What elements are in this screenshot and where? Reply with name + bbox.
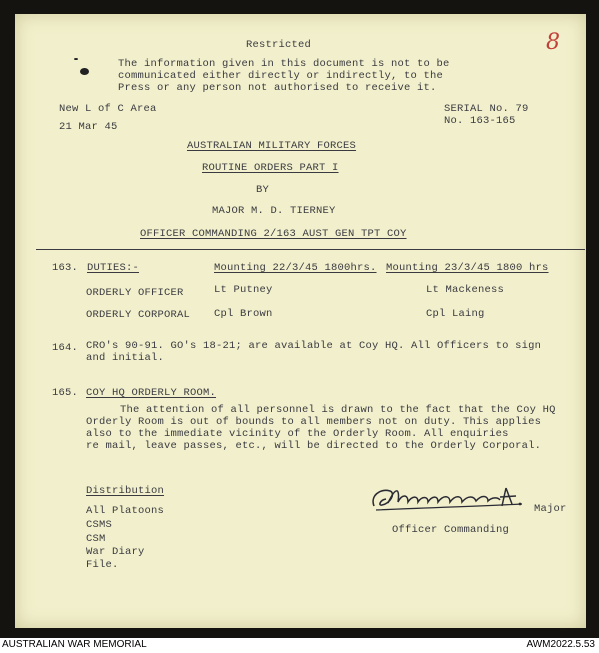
- signatory-title: Officer Commanding: [392, 524, 510, 536]
- notice-line-2: communicated either directly or indirectly, to the: [118, 70, 444, 82]
- duty-corporal-day1: Cpl Brown: [214, 308, 273, 320]
- item-165-heading: COY HQ ORDERLY ROOM.: [86, 387, 217, 399]
- issuing-area: New L of C Area: [59, 103, 157, 115]
- item-165-line-2: Orderly Room is out of bounds to all members not on duty. This applies: [86, 416, 542, 428]
- duty-col1-heading: Mounting 22/3/45 1800hrs.: [214, 262, 377, 274]
- title-officer-name: MAJOR M. D. TIERNEY: [212, 205, 336, 217]
- distribution-heading: Distribution: [86, 485, 165, 497]
- duty-label-officer: ORDERLY OFFICER: [86, 287, 184, 299]
- distribution-item: War Diary: [86, 546, 145, 558]
- item-165-line-3: also to the immediate vicinity of the Orderly Room. All enquiries: [86, 428, 509, 440]
- duty-col2-heading: Mounting 23/3/45 1800 hrs: [386, 262, 549, 274]
- item-165-line-4: re mail, leave passes, etc., will be directed to the Orderly Corporal.: [86, 440, 542, 452]
- duty-corporal-day2: Cpl Laing: [426, 308, 485, 320]
- distribution-item: CSMS: [86, 519, 113, 531]
- duty-officer-day1: Lt Putney: [214, 284, 273, 296]
- item-163-heading: DUTIES:-: [87, 262, 140, 274]
- handwritten-signature: [366, 482, 536, 516]
- item-164-number: 164.: [52, 342, 79, 354]
- distribution-item: File.: [86, 559, 119, 571]
- page-number-mark: 8: [546, 30, 560, 55]
- signatory-rank: Major: [534, 503, 567, 515]
- distribution-item: CSM: [86, 533, 106, 545]
- duty-officer-day2: Lt Mackeness: [426, 284, 505, 296]
- classification: Restricted: [246, 39, 312, 51]
- title-forces: AUSTRALIAN MILITARY FORCES: [187, 140, 357, 152]
- duty-label-corporal: ORDERLY CORPORAL: [86, 309, 191, 321]
- title-by: BY: [256, 184, 270, 196]
- punch-mark: [80, 68, 89, 75]
- item-164-line-1: CRO's 90-91. GO's 18-21; are available at Coy HQ. All Officers to sign: [86, 340, 542, 352]
- title-orders: ROUTINE ORDERS PART I: [202, 162, 339, 174]
- distribution-item: All Platoons: [86, 505, 165, 517]
- order-numbers: No. 163-165: [444, 115, 516, 127]
- archive-credit: AUSTRALIAN WAR MEMORIAL: [2, 639, 147, 650]
- item-165-number: 165.: [52, 387, 79, 399]
- serial-number: SERIAL No. 79: [444, 103, 529, 115]
- archive-reference: AWM2022.5.53: [526, 639, 595, 650]
- item-164-line-2: and initial.: [86, 352, 165, 364]
- separator-line: [36, 249, 585, 250]
- item-165-line-1: The attention of all personnel is drawn to the fact that the Coy HQ: [120, 404, 556, 416]
- punch-mark-small: [74, 58, 78, 60]
- notice-line-3: Press or any person not authorised to receive it.: [118, 82, 437, 94]
- item-163-number: 163.: [52, 262, 79, 274]
- notice-line-1: The information given in this document is not to be: [118, 58, 450, 70]
- issue-date: 21 Mar 45: [59, 121, 118, 133]
- title-unit: OFFICER COMMANDING 2/163 AUST GEN TPT COY: [140, 228, 407, 240]
